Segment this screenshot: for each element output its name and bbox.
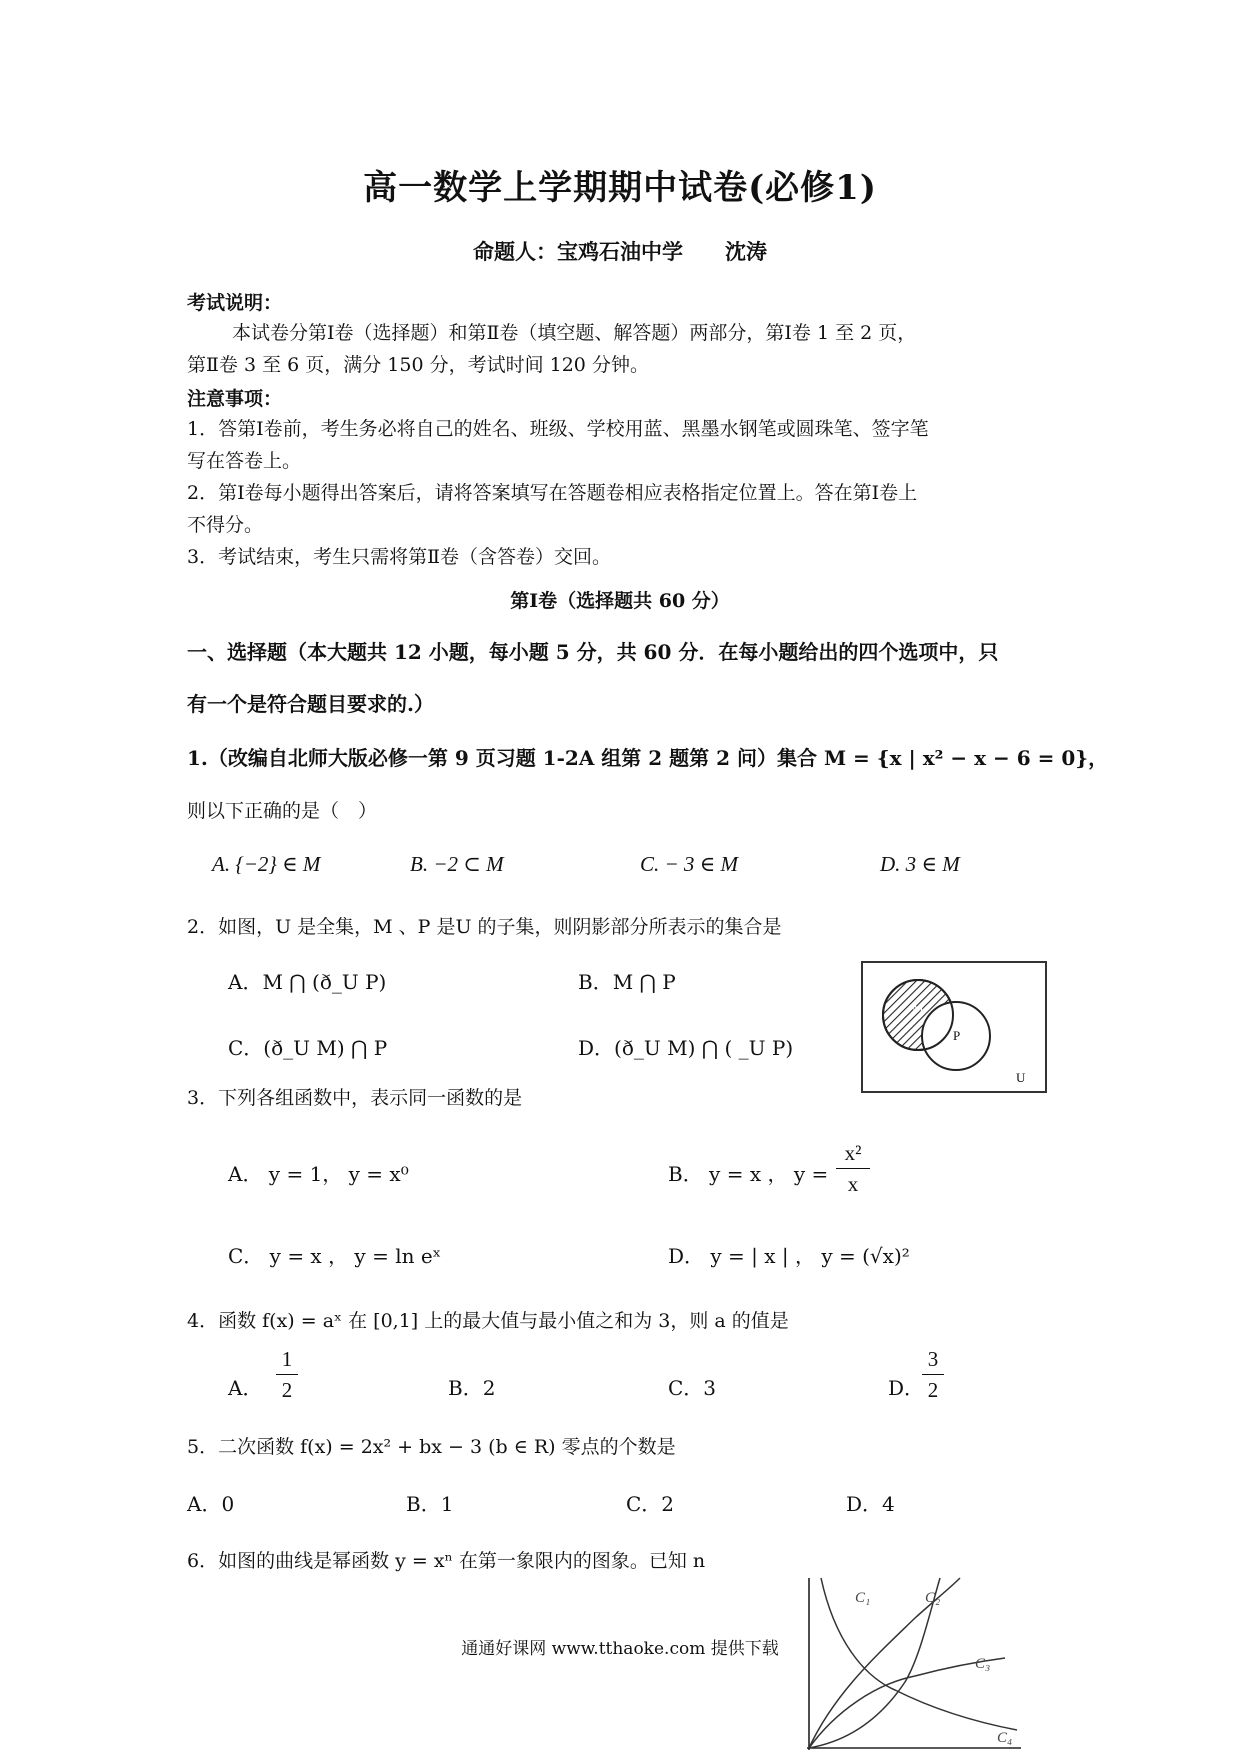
q2-option-c: C．(ð_U M) ⋂ P	[228, 1036, 388, 1060]
q5-option-d: D．4	[846, 1492, 895, 1516]
q3-option-b: B． y = x ， y =	[668, 1162, 829, 1186]
q1-stem-line-1: 1.（改编自北师大版必修一第 9 页习题 1-2A 组第 2 题第 2 问）集合 M = {x | x² − x − 6 = 0}，	[187, 746, 1109, 770]
section-1-heading-line-2: 有一个是符合题目要求的.）	[187, 692, 434, 716]
exam-note-line-1: 本试卷分第Ⅰ卷（选择题）和第Ⅱ卷（填空题、解答题）两部分，第Ⅰ卷 1 至 2 页，	[232, 322, 917, 344]
notice-heading: 注意事项：	[187, 388, 283, 410]
q2-option-a: A．M ⋂ (ð_U P)	[228, 970, 387, 994]
q6-stem: 6．如图的曲线是幂函数 y = xⁿ 在第一象限内的图象。已知 n	[187, 1550, 706, 1572]
q4-option-d-denominator: 2	[927, 1378, 939, 1402]
q1-stem-line-2: 则以下正确的是（ ）	[187, 800, 378, 822]
q5-option-c: C．2	[626, 1492, 675, 1516]
notice-item-2-line-1: 2．第Ⅰ卷每小题得出答案后，请将答案填写在答题卷相应表格指定位置上。答在第Ⅰ卷上	[187, 482, 918, 504]
q3-option-b-numerator: x²	[844, 1141, 862, 1165]
curve-label-c4: C₄	[997, 1730, 1013, 1746]
q2-stem: 2．如图，U 是全集，M 、P 是U 的子集，则阴影部分所表示的集合是	[187, 916, 782, 938]
q4-option-a-fraction	[276, 1346, 298, 1403]
q5-stem: 5．二次函数 f(x) = 2x² + bx − 3 (b ∈ R) 零点的个数是	[187, 1436, 676, 1458]
q3-option-c: C． y = x ， y = ln eˣ	[228, 1244, 442, 1268]
q5-option-b: B．1	[406, 1492, 454, 1516]
q4-option-a-label: A．	[228, 1376, 263, 1400]
q2-option-d: D．(ð_U M) ⋂ ( _U P)	[578, 1036, 794, 1060]
q1-option-a: A. {−2} ∈ M	[212, 852, 321, 876]
q4-option-a-denominator: 2	[281, 1378, 293, 1402]
venn-label-m: M	[912, 1000, 924, 1015]
notice-item-1-line-1: 1．答第Ⅰ卷前，考生务必将自己的姓名、班级、学校用蓝、黑墨水钢笔或圆珠笔、签字笔	[187, 418, 929, 440]
curve-label-c3: C₃	[975, 1656, 991, 1672]
notice-item-3: 3．考试结束，考生只需将第Ⅱ卷（含答卷）交回。	[187, 546, 612, 568]
q3-option-b-denominator: x	[847, 1172, 859, 1196]
q4-option-b: B．2	[448, 1376, 496, 1400]
curve-c1	[809, 1578, 940, 1748]
venn-diagram	[860, 960, 1050, 1095]
q1-option-c: C. − 3 ∈ M	[640, 852, 738, 876]
q4-option-d-fraction	[922, 1346, 944, 1403]
part-1-title: 第Ⅰ卷（选择题共 60 分）	[510, 590, 730, 612]
page-footer: 通通好课网 www.tthaoke.com 提供下载	[461, 1639, 779, 1659]
section-1-heading-line-1: 一、选择题（本大题共 12 小题，每小题 5 分，共 60 分．在每小题给出的四个选项中，只	[187, 640, 999, 664]
q4-option-d-numerator: 3	[927, 1347, 939, 1371]
notice-item-2-line-2: 不得分。	[187, 514, 264, 536]
q4-option-d-label: D．	[888, 1376, 925, 1400]
notice-item-1-line-2: 写在答卷上。	[187, 450, 302, 472]
curve-label-c1: C₁	[855, 1590, 871, 1606]
page-title: 高一数学上学期期中试卷(必修1)	[363, 168, 877, 208]
author-line: 命题人：宝鸡石油中学 沈涛	[473, 239, 767, 264]
venn-label-u: U	[1016, 1070, 1026, 1085]
q2-option-b: B．M ⋂ P	[578, 970, 676, 994]
venn-label-p: P	[953, 1028, 961, 1043]
q4-stem: 4．函数 f(x) = aˣ 在 [0,1] 上的最大值与最小值之和为 3，则 a 的值是	[187, 1310, 789, 1332]
q1-option-d: D. 3 ∈ M	[880, 852, 960, 876]
power-function-graph	[795, 1572, 1025, 1752]
exam-note-line-2: 第Ⅱ卷 3 至 6 页，满分 150 分，考试时间 120 分钟。	[187, 354, 649, 376]
q3-option-d: D． y = | x | ， y = (√x)²	[668, 1244, 910, 1268]
exam-note-heading: 考试说明：	[187, 292, 283, 314]
q1-option-b: B. −2 ⊂ M	[410, 852, 504, 876]
q3-option-a: A． y = 1， y = x⁰	[228, 1162, 409, 1186]
q4-option-c: C．3	[668, 1376, 717, 1400]
q3-option-b-fraction	[836, 1140, 870, 1197]
q3-stem: 3．下列各组函数中，表示同一函数的是	[187, 1087, 523, 1109]
q5-option-a: A．0	[187, 1492, 235, 1516]
q4-option-a-numerator: 1	[281, 1347, 293, 1371]
curve-label-c2: C₂	[925, 1590, 941, 1606]
